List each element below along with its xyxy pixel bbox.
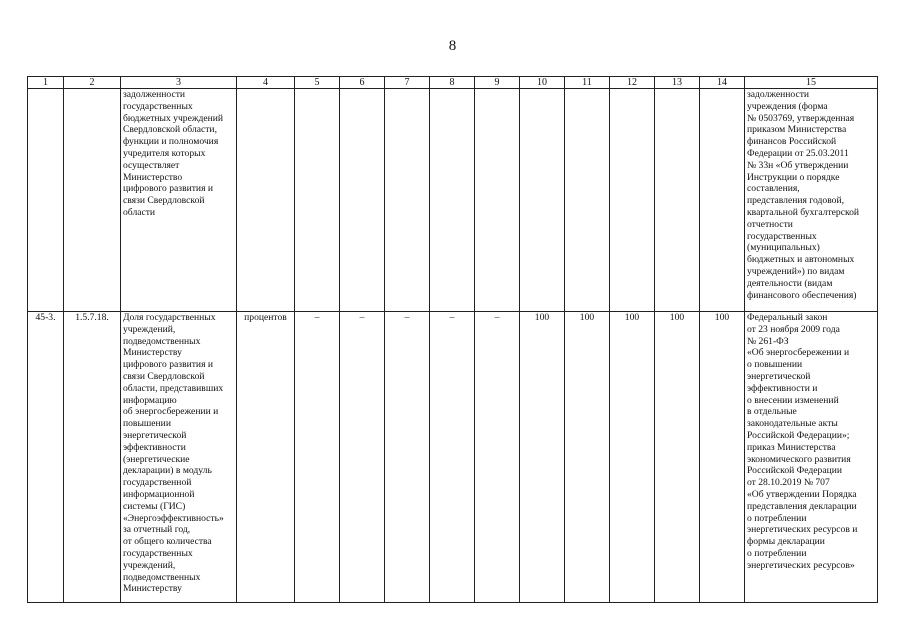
unit-cell bbox=[237, 89, 295, 312]
column-header-1: 1 bbox=[28, 77, 64, 89]
value-cell: 100 bbox=[655, 312, 700, 603]
column-header-7: 7 bbox=[385, 77, 430, 89]
value-cell bbox=[295, 89, 340, 312]
column-header-12: 12 bbox=[610, 77, 655, 89]
value-cell: 100 bbox=[700, 312, 745, 603]
column-header-15: 15 bbox=[745, 77, 878, 89]
column-header-10: 10 bbox=[520, 77, 565, 89]
indicators-table bbox=[27, 76, 878, 603]
column-header-5: 5 bbox=[295, 77, 340, 89]
value-cell: – bbox=[475, 312, 520, 603]
row-number-cell bbox=[28, 89, 64, 312]
table-header-row bbox=[28, 77, 878, 89]
unit-cell: процентов bbox=[237, 312, 295, 603]
value-cell: – bbox=[295, 312, 340, 603]
goal-code-cell bbox=[64, 89, 121, 312]
column-header-9: 9 bbox=[475, 77, 520, 89]
column-header-3: 3 bbox=[121, 77, 237, 89]
source-cell: задолженности учреждения (форма № 0503769, утвержденная приказом Министерства финансов Российской Федерации от 25.03.2011 № 33н «Об утверждении Инструкции о порядке составления, представления годовой, квартальной бухгалтерской отчетности государственных (муниципальных) бюджетных и автономных учреждений») по видам деятельности (видам финансового обеспечения) bbox=[745, 89, 878, 312]
value-cell: – bbox=[340, 312, 385, 603]
value-cell bbox=[700, 89, 745, 312]
column-header-6: 6 bbox=[340, 77, 385, 89]
value-cell bbox=[430, 89, 475, 312]
value-cell bbox=[655, 89, 700, 312]
column-header-8: 8 bbox=[430, 77, 475, 89]
column-header-2: 2 bbox=[64, 77, 121, 89]
column-header-11: 11 bbox=[565, 77, 610, 89]
value-cell bbox=[565, 89, 610, 312]
value-cell: – bbox=[385, 312, 430, 603]
column-header-4: 4 bbox=[237, 77, 295, 89]
value-cell: 100 bbox=[610, 312, 655, 603]
value-cell: – bbox=[430, 312, 475, 603]
table-row bbox=[28, 312, 878, 603]
indicator-name-cell: задолженности государственных бюджетных учреждений Свердловской области, функции и полномочия учредителя которых осуществляет Министерство цифрового развития и связи Свердловской области bbox=[121, 89, 237, 312]
column-header-14: 14 bbox=[700, 77, 745, 89]
value-cell: 100 bbox=[520, 312, 565, 603]
value-cell bbox=[340, 89, 385, 312]
source-cell: Федеральный закон от 23 ноября 2009 года № 261-ФЗ «Об энергосбережении и о повышении энергетической эффективности и о внесении изменений в отдельные законодательные акты Российской Федерации»; приказ Министерства экономического развития Российской Федерации от 28.10.2019 № 707 «Об утверждении Порядка представления декларации о потреблении энергетических ресурсов и формы декларации о потреблении энергетических ресурсов» bbox=[745, 312, 878, 603]
value-cell bbox=[385, 89, 430, 312]
column-header-13: 13 bbox=[655, 77, 700, 89]
indicator-name-cell: Доля государственных учреждений, подведомственных Министерству цифрового развития и связи Свердловской области, представивших информацию об энергосбережении и повышении энергетической эффективности (энергетические декларации) в модуль государственной информационной системы (ГИС) «Энергоэффективность» за отчетный год, от общего количества государственных учреждений, подведомственных Министерству bbox=[121, 312, 237, 603]
goal-code-cell: 1.5.7.18. bbox=[64, 312, 121, 603]
value-cell bbox=[520, 89, 565, 312]
table-row bbox=[28, 89, 878, 312]
value-cell bbox=[475, 89, 520, 312]
page-number: 8 bbox=[448, 38, 457, 54]
value-cell: 100 bbox=[565, 312, 610, 603]
value-cell bbox=[610, 89, 655, 312]
row-number-cell: 45-3. bbox=[28, 312, 64, 603]
